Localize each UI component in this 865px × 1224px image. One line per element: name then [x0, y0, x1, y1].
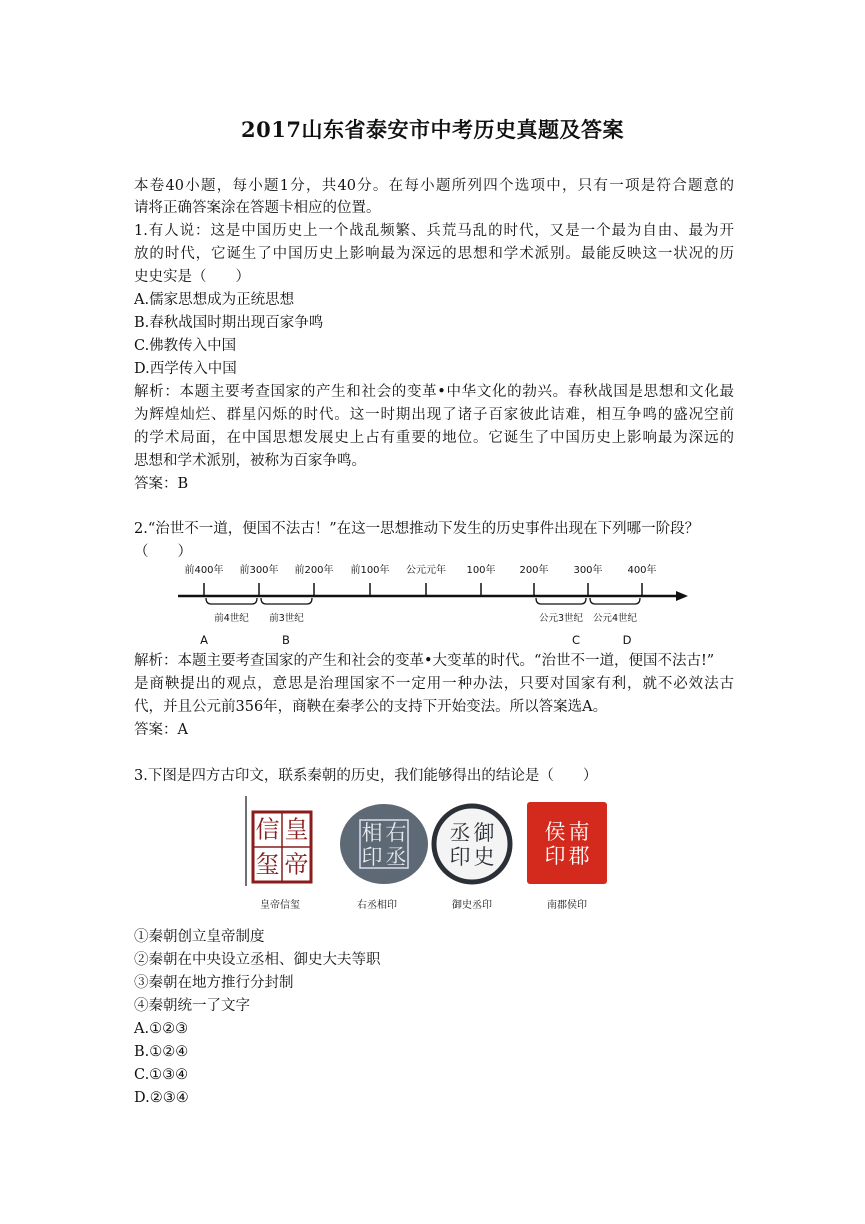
q1-analysis-line: 解析：本题主要考查国家的产生和社会的变革•中华文化的勃兴。春秋战国是思想和文化最	[134, 384, 734, 400]
q1-option-a: A.儒家思想成为正统思想	[134, 292, 295, 308]
intro-line: 本卷40小题，每小题1分，共40分。在每小题所列四个选项中，只有一项是符合题意的	[134, 178, 734, 194]
seal-character: 印	[544, 844, 566, 868]
timeline-period-brace	[590, 598, 640, 604]
timeline-period-label: 公元3世纪	[538, 613, 584, 624]
intro-line: 请将正确答案涂在答题卡相应的位置。	[134, 200, 381, 216]
timeline-tick-label: 300年	[573, 565, 603, 576]
seal-character: 相	[361, 821, 383, 845]
q2-analysis-line: 是商鞅提出的观点，意思是治理国家不一定用一种办法，只要对国家有利，就不必效法古	[134, 676, 734, 692]
seal-background	[340, 804, 428, 884]
timeline-period-letter: B	[282, 633, 290, 647]
q1-stem-line: 1.有人说：这是中国历史上一个战乱频繁、兵荒马乱的时代，又是一个最为自由、最为开	[134, 223, 734, 239]
q1-option-b: B.春秋战国时期出现百家争鸣	[134, 315, 324, 331]
q1-option-c: C.佛教传入中国	[134, 338, 237, 354]
q2-stem-line: 2.“治世不一道，便国不法古！”在这一思想推动下发生的历史事件出现在下列哪一阶段？	[134, 521, 700, 537]
timeline-period-brace	[261, 598, 312, 604]
seal-character: 印	[449, 845, 471, 869]
q1-stem-line: 放的时代，它诞生了中国历史上影响最为深远的思想和学术派别。最能反映这一状况的历	[134, 246, 734, 262]
timeline-tick-label: 400年	[627, 565, 657, 576]
timeline-tick-label: 200年	[519, 565, 549, 576]
q2-analysis-line: 代，并且公元前356年，商鞅在秦孝公的支持下开始变法。所以答案选A。	[134, 699, 608, 715]
timeline-tick-label: 前300年	[239, 565, 279, 576]
seal-background	[527, 802, 607, 884]
seal-caption: 右丞相印	[357, 900, 397, 911]
timeline-period-letter: C	[571, 633, 581, 647]
timeline-period-label: 前3世纪	[269, 613, 304, 624]
timeline-arrow-icon	[676, 591, 688, 601]
seal-character: 侯	[544, 820, 566, 844]
q1-analysis-line: 思想和学术派别，被称为百家争鸣。	[134, 453, 366, 469]
seal-character: 右	[385, 821, 407, 845]
timeline-period-brace	[536, 598, 586, 604]
timeline-tick-label: 前100年	[350, 565, 390, 576]
seal-character: 丞	[385, 845, 407, 869]
seal-character: 丞	[449, 821, 471, 845]
seal-impression	[253, 812, 311, 882]
q3-statement-3: ③秦朝在地方推行分封制	[134, 975, 294, 991]
q1-stem-line: 史史实是（ ）	[134, 269, 250, 285]
timeline-period-label: 公元4世纪	[592, 613, 638, 624]
q3-statement-4: ④秦朝统一了文字	[134, 998, 250, 1014]
timeline-tick-label: 前400年	[184, 565, 224, 576]
timeline-period-label: 前4世纪	[214, 613, 249, 624]
timeline-tick-label: 公元元年	[406, 565, 446, 576]
seal-character: 皇	[284, 815, 309, 844]
q1-answer: 答案：B	[134, 476, 189, 492]
timeline-period-letter: A	[200, 633, 208, 647]
seal-character: 信	[255, 815, 280, 844]
seal-character: 史	[473, 845, 495, 869]
seal-character: 御	[473, 821, 495, 845]
q2-answer: 答案：A	[134, 722, 188, 738]
q2-stem-line: （ ）	[134, 544, 192, 560]
seal-caption: 皇帝信玺	[260, 900, 300, 911]
timeline-period-letter: D	[622, 633, 632, 647]
q3-statement-2: ②秦朝在中央设立丞相、御史大夫等职	[134, 952, 381, 968]
q3-statement-1: ①秦朝创立皇帝制度	[134, 929, 265, 945]
q3-option-b: B.①②④	[134, 1044, 189, 1060]
timeline-tick-label: 前200年	[294, 565, 334, 576]
q1-option-d: D.西学传入中国	[134, 361, 237, 377]
q3-option-c: C.①③④	[134, 1067, 189, 1083]
seal-character: 郡	[568, 844, 590, 868]
seal-impression	[434, 806, 510, 882]
seal-caption: 御史丞印	[452, 900, 492, 911]
seal-character: 玺	[255, 850, 280, 879]
seal-figure	[240, 794, 620, 918]
timeline-diagram	[170, 556, 700, 652]
page-title: 2017山东省泰安市中考历史真题及答案	[241, 117, 624, 142]
seal-impression	[340, 804, 428, 884]
q3-stem: 3.下图是四方古印文，联系秦朝的历史，我们能够得出的结论是（ ）	[134, 768, 598, 784]
seal-character: 印	[361, 845, 383, 869]
seal-impression	[527, 802, 607, 884]
seal-character: 南	[568, 820, 590, 844]
timeline-period-brace	[206, 598, 257, 604]
q1-analysis-line: 的学术局面，在中国思想发展史上占有重要的地位。它诞生了中国历史上影响最为深远的	[134, 430, 734, 446]
seal-character: 帝	[284, 850, 309, 879]
seal-caption: 南郡侯印	[547, 900, 587, 911]
q3-option-a: A.①②③	[134, 1021, 189, 1037]
seal-background	[434, 806, 510, 882]
timeline-tick-label: 100年	[466, 565, 496, 576]
q1-analysis-line: 为辉煌灿烂、群星闪烁的时代。这一时期出现了诸子百家彼此诘难，相互争鸣的盛况空前	[134, 407, 734, 423]
q3-option-d: D.②③④	[134, 1090, 189, 1106]
q2-analysis-line: 解析：本题主要考查国家的产生和社会的变革•大变革的时代。“治世不一道，便国不法古!”	[134, 653, 715, 669]
